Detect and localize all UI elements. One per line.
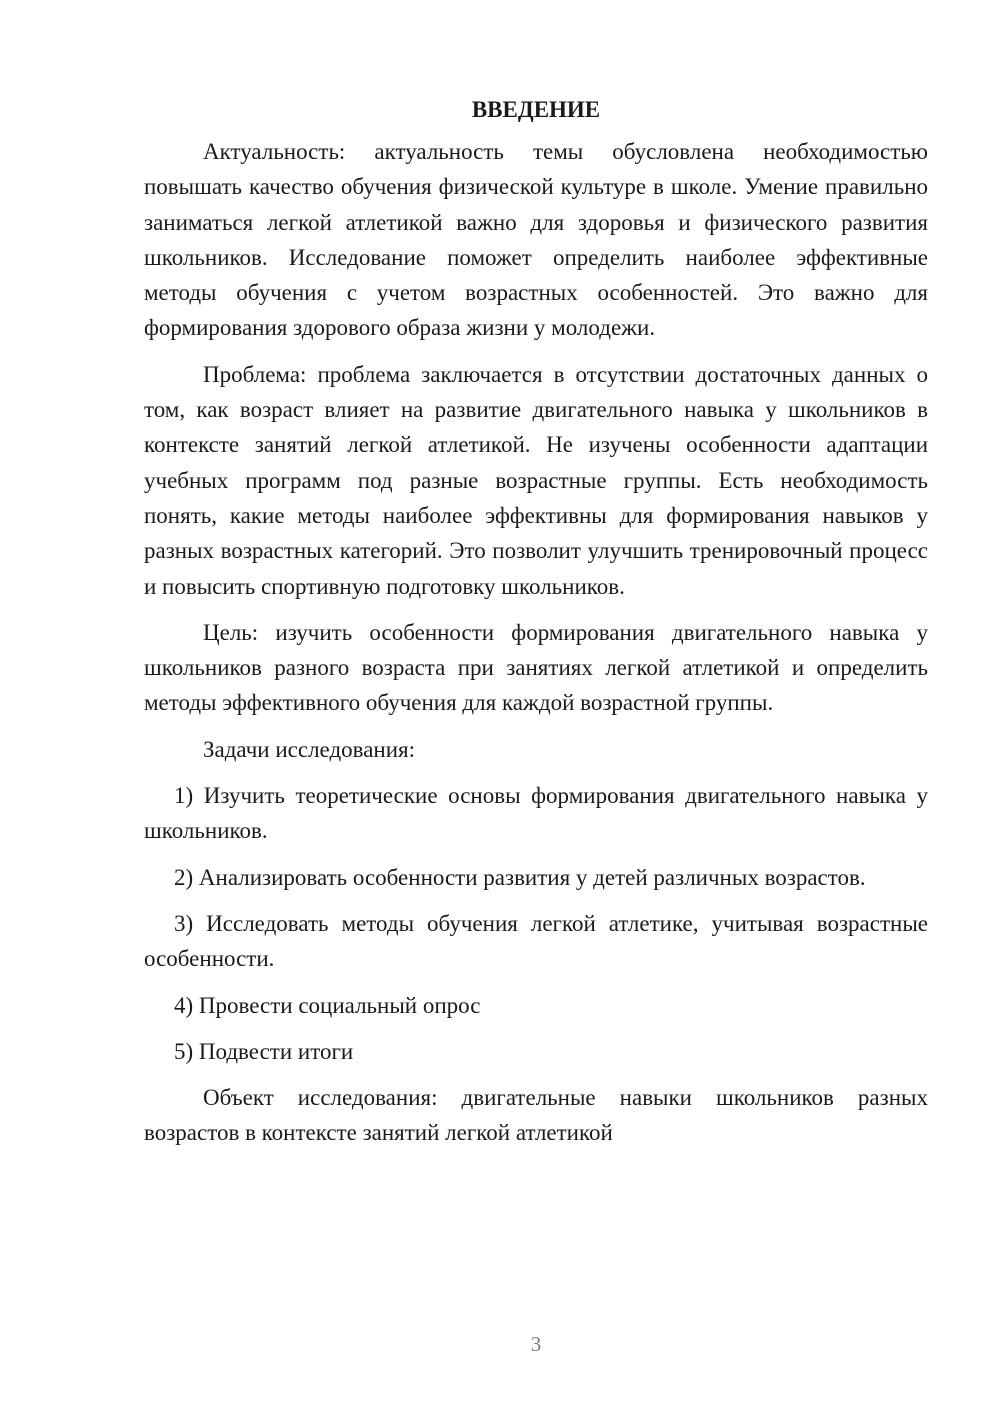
object-paragraph: Объект исследования: двигательные навыки школьников разных возрастов в контексте занятий легкой атлетикой xyxy=(144,1085,928,1146)
page-content xyxy=(144,92,928,1162)
task-item-2: 2) Анализировать особенности развития у детей различных возрастов. xyxy=(174,864,866,890)
tasks-heading: Задачи исследования: xyxy=(203,736,416,762)
task-item-1: 1) Изучить теоретические основы формирования двигательного навыка у школьников. xyxy=(144,783,928,844)
relevance-paragraph: Актуальность: актуальность темы обусловлена необходимостью повышать качество обучения физической культуре в школе. Умение правильно заниматься легкой атлетикой важно для здоровья и физического развития школьников. Исследование поможет определить наиболее эффективные методы обучения с учетом возрастных особенностей. Это важно для формирования здорового образа жизни у молодежи. xyxy=(144,139,928,341)
task-item-3: 3) Исследовать методы обучения легкой атлетике, учитывая возрастные особенности. xyxy=(144,910,928,972)
page-number: 3 xyxy=(530,1332,542,1356)
goal-paragraph: Цель: изучить особенности формирования двигательного навыка у школьников разного возраста при занятиях легкой атлетикой и определить методы эффективного обучения для каждой возрастной группы. xyxy=(144,619,928,716)
task-item-4: 4) Провести социальный опрос xyxy=(174,992,481,1018)
task-item-5: 5) Подвести итоги xyxy=(174,1038,354,1064)
problem-paragraph: Проблема: проблема заключается в отсутствии достаточных данных о том, как возраст влияет на развитие двигательного навыка у школьников в контексте занятий легкой атлетикой. Не изучены особенности адаптации учебных программ под разные возрастные группы. Есть необходимость понять, какие методы наиболее эффективны для формирования навыков у разных возрастных категорий. Это позволит улучшить тренировочный процесс и повысить спортивную подготовку школьников. xyxy=(144,361,928,599)
section-title: ВВЕДЕНИЕ xyxy=(471,97,601,122)
